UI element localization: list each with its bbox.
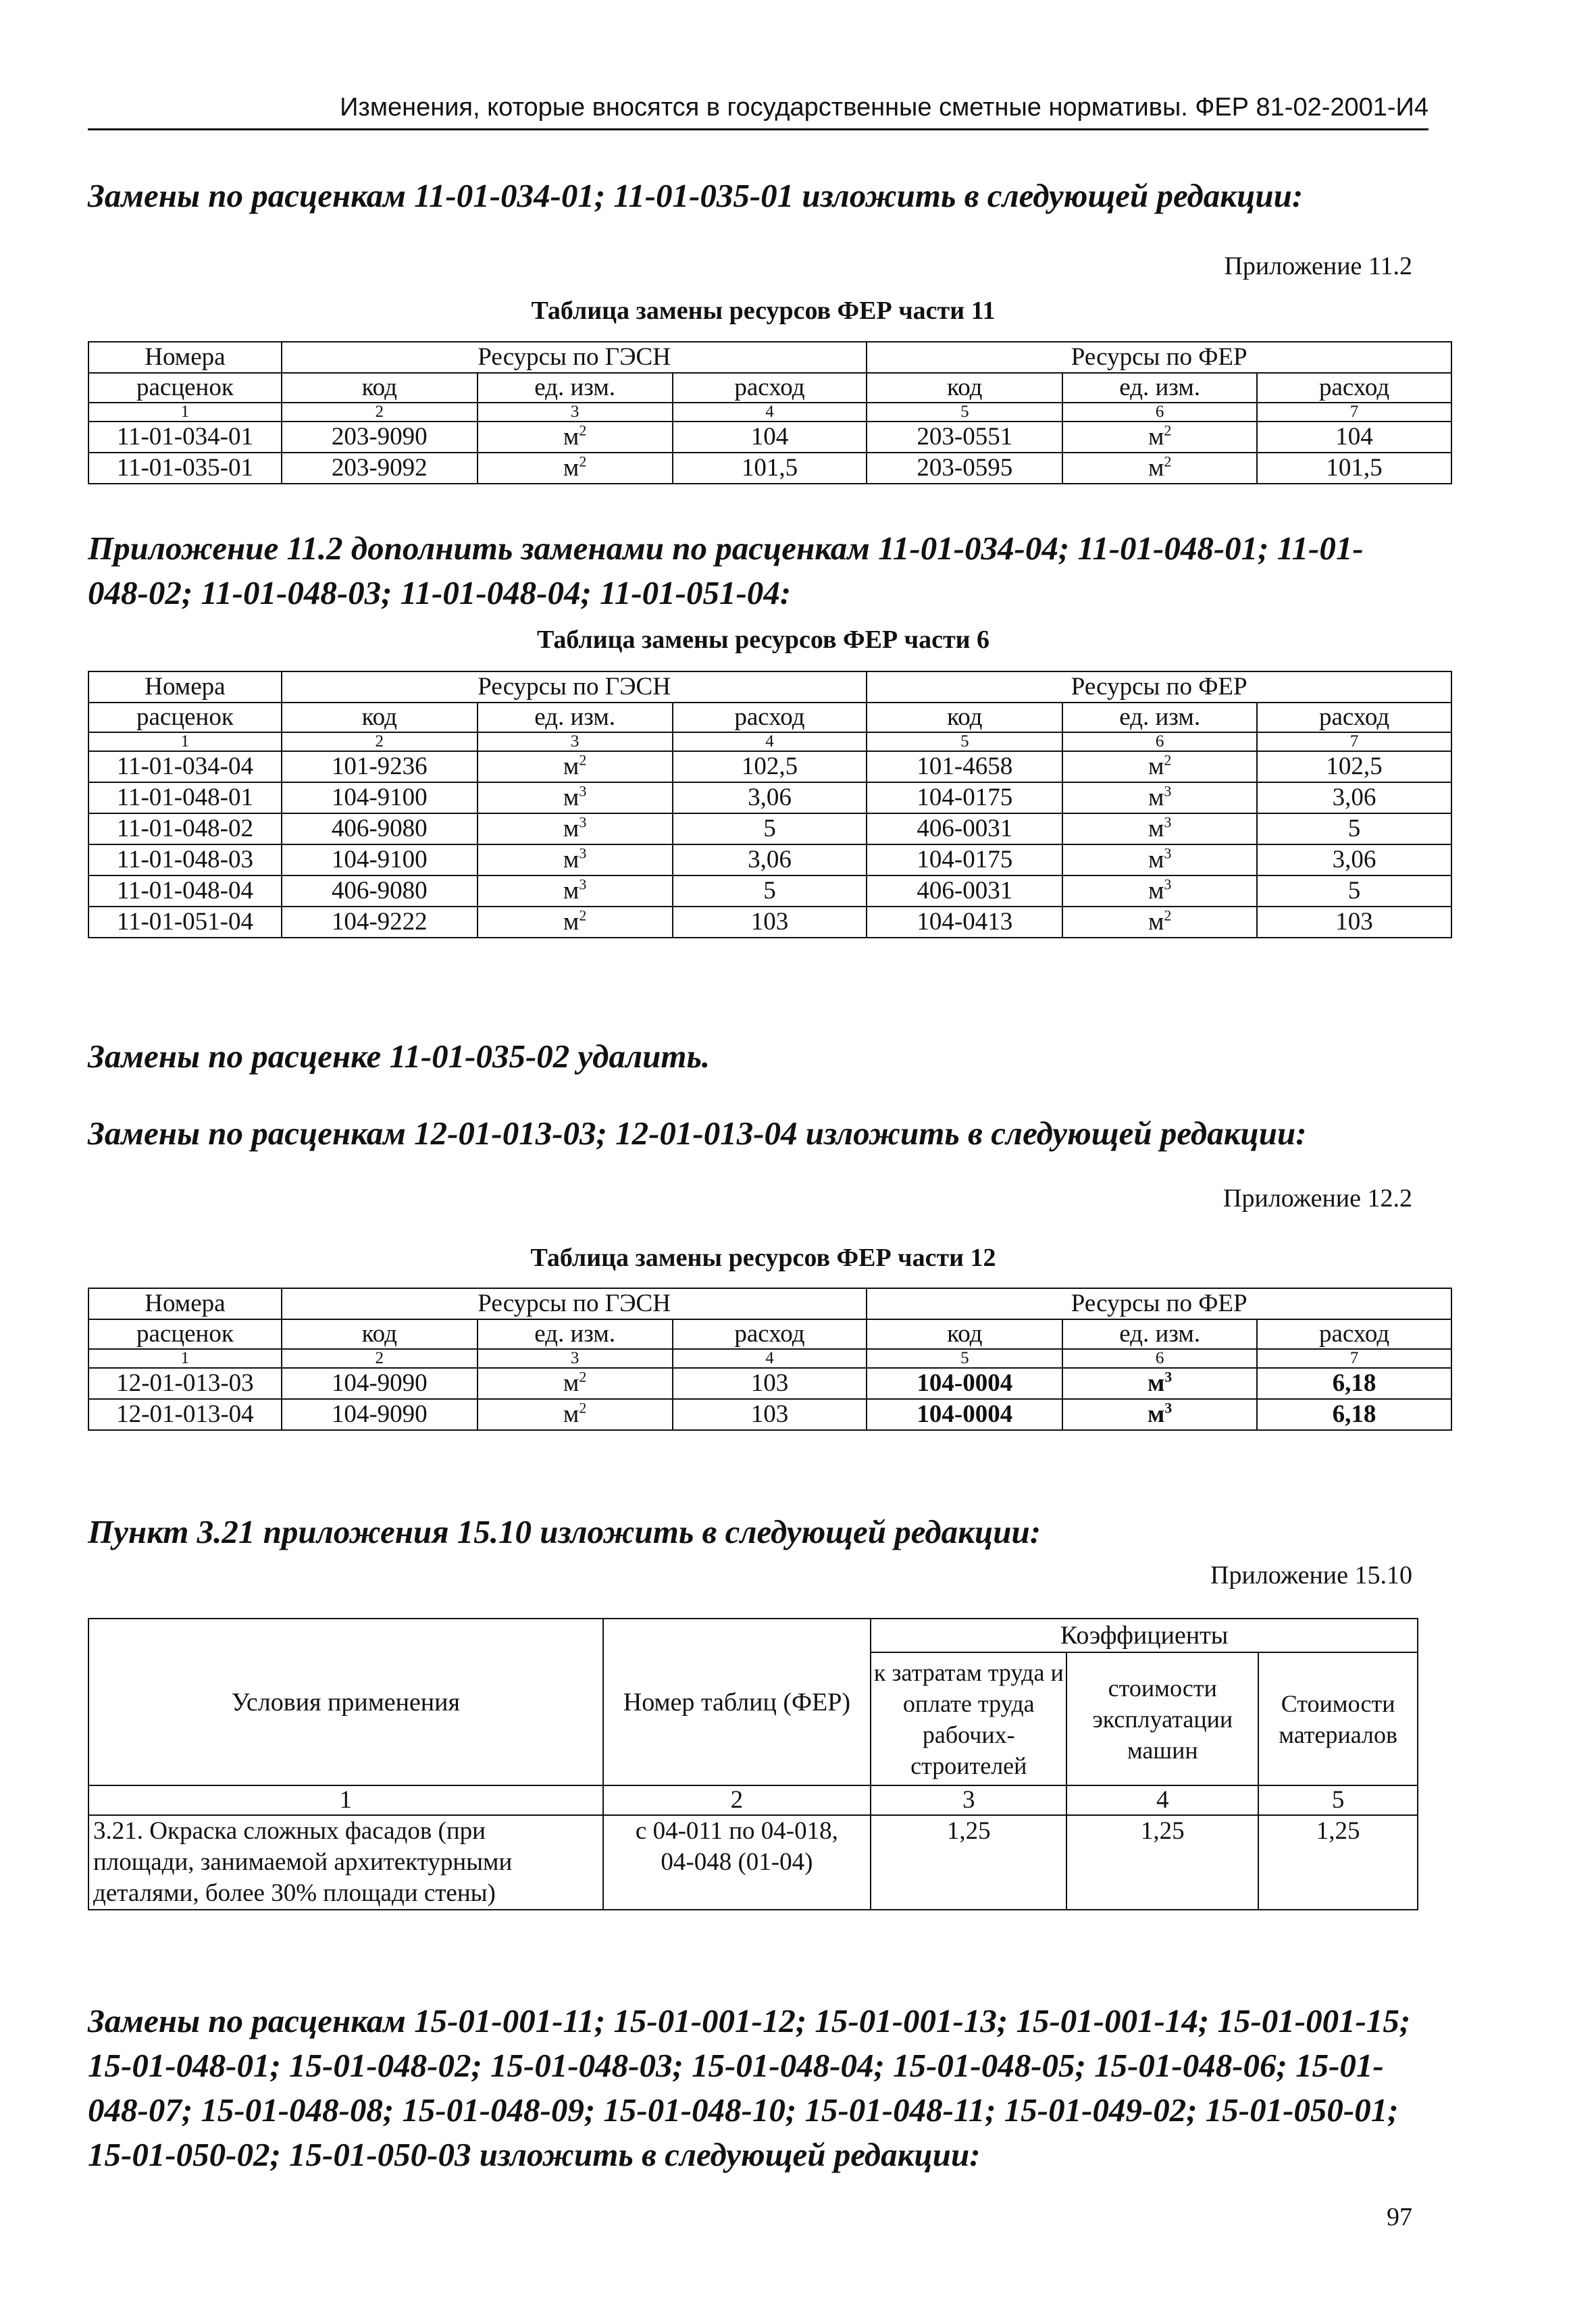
unit-text: м (563, 1400, 580, 1428)
unit-text: м (563, 753, 580, 780)
col-number: 2 (282, 732, 478, 751)
unit-exponent: 3 (1164, 813, 1172, 831)
cell-gesn-unit (478, 782, 673, 813)
col-number: 3 (478, 403, 673, 422)
cell-gesn-amount: 5 (673, 813, 867, 844)
col-number: 7 (1257, 732, 1451, 751)
col-materials-line: Стоимости (1281, 1689, 1395, 1717)
col-number: 5 (1258, 1785, 1418, 1815)
cell-gesn-code: 203-9090 (282, 422, 478, 453)
page-number: 97 (1387, 2203, 1412, 2231)
cell-fer-amount: 103 (1257, 907, 1451, 938)
cell-rate-number: 12-01-013-04 (88, 1399, 282, 1430)
cell-fer-amount: 102,5 (1257, 751, 1451, 782)
col-machines-line: стоимости (1108, 1674, 1217, 1702)
cell-fer-code: 104-0175 (867, 782, 1062, 813)
col-kod: код (867, 1319, 1062, 1349)
col-fer: Ресурсы по ФЕР (867, 1288, 1451, 1319)
col-number: 4 (673, 1349, 867, 1368)
col-rashod: расход (1257, 1319, 1451, 1349)
cell-rate-number: 11-01-048-04 (88, 875, 282, 907)
section2-caption: Таблица замены ресурсов ФЕР части 6 (536, 626, 990, 654)
col-rashod: расход (673, 1319, 867, 1349)
col-table-numbers: Номер таблиц (ФЕР) (603, 1619, 871, 1785)
col-ed: ед. изм. (1062, 1319, 1257, 1349)
table-row (88, 422, 1451, 453)
table-row (88, 813, 1451, 844)
cell-rate-number: 11-01-048-03 (88, 844, 282, 875)
unit-exponent: 2 (1164, 422, 1172, 439)
unit-exponent: 2 (579, 751, 587, 769)
unit-exponent: 2 (1164, 907, 1172, 924)
section1-appendix: Приложение 11.2 (1224, 252, 1412, 280)
cell-gesn-amount: 5 (673, 875, 867, 907)
unit-exponent: 3 (579, 844, 587, 862)
col-number: 1 (88, 403, 282, 422)
row-coef-labor: 1,25 (871, 1815, 1066, 1910)
cell-gesn-unit (478, 1368, 673, 1399)
cell-gesn-unit (478, 907, 673, 938)
unit-text: м (563, 784, 580, 811)
cell-fer-amount: 104 (1257, 422, 1451, 453)
col-labor-line: рабочих- (922, 1721, 1015, 1748)
cell-fer-code: 406-0031 (867, 813, 1062, 844)
col-number: 3 (478, 732, 673, 751)
row-table-numbers (603, 1815, 871, 1910)
col-number: 7 (1257, 403, 1451, 422)
cell-fer-unit (1062, 453, 1257, 484)
col-nomera: Номера (88, 1288, 282, 1319)
col-ed: ед. изм. (478, 1319, 673, 1349)
cell-gesn-unit (478, 422, 673, 453)
col-number: 1 (88, 1349, 282, 1368)
col-number: 4 (1066, 1785, 1258, 1815)
cell-fer-code: 203-0595 (867, 453, 1062, 484)
table-body (88, 751, 1451, 938)
col-rascenok: расценок (88, 1319, 282, 1349)
cell-fer-amount: 5 (1257, 813, 1451, 844)
cell-rate-number: 11-01-034-01 (88, 422, 282, 453)
col-kod: код (282, 373, 478, 403)
unit-text: м (1148, 877, 1164, 905)
unit-exponent: 2 (579, 907, 587, 924)
table-row (88, 907, 1451, 938)
section2-heading-line2: 048-02; 11-01-048-03; 11-01-048-04; 11-01-051-04: (88, 574, 792, 611)
unit-exponent: 2 (579, 422, 587, 439)
col-gesn: Ресурсы по ГЭСН (282, 342, 867, 373)
cell-gesn-unit (478, 875, 673, 907)
cell-rate-number: 11-01-034-04 (88, 751, 282, 782)
col-machines-line: эксплуатации (1092, 1705, 1233, 1733)
unit-exponent: 3 (1164, 875, 1172, 893)
col-number: 6 (1062, 1349, 1257, 1368)
cell-gesn-code: 203-9092 (282, 453, 478, 484)
cell-gesn-unit (478, 453, 673, 484)
cell-fer-amount: 3,06 (1257, 844, 1451, 875)
section2-heading-line1: Приложение 11.2 дополнить заменами по расценкам 11-01-034-04; 11-01-048-01; 11-01- (88, 530, 1364, 567)
row-conditions (88, 1815, 603, 1910)
col-kod: код (867, 703, 1062, 732)
unit-text: м (563, 877, 580, 905)
cell-fer-code: 101-4658 (867, 751, 1062, 782)
unit-text: м (1148, 454, 1164, 482)
cell-gesn-unit (478, 1399, 673, 1430)
unit-exponent: 3 (1164, 844, 1172, 862)
unit-exponent: 2 (579, 453, 587, 470)
table-row (88, 1399, 1451, 1430)
col-number: 2 (282, 1349, 478, 1368)
col-nomera: Номера (88, 342, 282, 373)
cell-rate-number: 11-01-048-01 (88, 782, 282, 813)
section4-heading: Замены по расценкам 12-01-013-03; 12-01-013-04 изложить в следующей редакции: (88, 1115, 1307, 1152)
cell-fer-code: 104-0004 (867, 1368, 1062, 1399)
row-table-numbers-line: 04-048 (01-04) (661, 1848, 813, 1876)
col-machines-line: машин (1127, 1736, 1198, 1764)
col-number: 5 (867, 732, 1062, 751)
col-fer: Ресурсы по ФЕР (867, 671, 1451, 703)
cell-fer-code: 104-0413 (867, 907, 1062, 938)
col-kod: код (282, 703, 478, 732)
cell-rate-number: 11-01-035-01 (88, 453, 282, 484)
row-conditions-line: 3.21. Окраска сложных фасадов (при (93, 1817, 486, 1845)
col-labor-line: к затратам труда и (873, 1658, 1064, 1686)
cell-gesn-code: 406-9080 (282, 875, 478, 907)
col-ed: ед. изм. (1062, 373, 1257, 403)
section6-line3: 048-07; 15-01-048-08; 15-01-048-09; 15-01-048-10; 15-01-048-11; 15-01-049-02; 15-01-050-01; (88, 2091, 1399, 2129)
col-rascenok: расценок (88, 703, 282, 732)
row-table-numbers-line: с 04-011 по 04-018, (635, 1817, 838, 1845)
cell-gesn-code: 104-9222 (282, 907, 478, 938)
unit-text: м (563, 815, 580, 842)
col-rashod: расход (673, 703, 867, 732)
col-coefficients: Коэффициенты (871, 1619, 1418, 1652)
cell-fer-unit (1062, 844, 1257, 875)
col-materials-line: материалов (1279, 1721, 1398, 1748)
section4-caption: Таблица замены ресурсов ФЕР части 12 (530, 1244, 996, 1272)
unit-text: м (563, 423, 580, 451)
col-ed: ед. изм. (478, 703, 673, 732)
col-materials (1258, 1652, 1418, 1785)
cell-gesn-amount: 104 (673, 422, 867, 453)
cell-gesn-code: 104-9100 (282, 844, 478, 875)
unit-text: м (1148, 423, 1164, 451)
table-row (88, 751, 1451, 782)
cell-fer-amount: 5 (1257, 875, 1451, 907)
section1-caption: Таблица замены ресурсов ФЕР части 11 (531, 297, 996, 325)
col-fer: Ресурсы по ФЕР (867, 342, 1451, 373)
section1-heading: Замены по расценкам 11-01-034-01; 11-01-035-01 изложить в следующей редакции: (88, 177, 1304, 214)
unit-text: м (563, 908, 580, 936)
unit-exponent: 2 (579, 1368, 587, 1386)
cell-fer-code: 104-0004 (867, 1399, 1062, 1430)
cell-gesn-code: 104-9100 (282, 782, 478, 813)
row-coef-machines: 1,25 (1066, 1815, 1258, 1910)
table-part-11 (88, 341, 1452, 484)
col-gesn: Ресурсы по ГЭСН (282, 1288, 867, 1319)
col-number: 4 (673, 403, 867, 422)
cell-gesn-unit (478, 844, 673, 875)
col-rashod: расход (673, 373, 867, 403)
cell-fer-unit (1062, 422, 1257, 453)
unit-exponent: 3 (579, 875, 587, 893)
unit-text: м (1148, 784, 1164, 811)
col-ed: ед. изм. (478, 373, 673, 403)
section4-appendix: Приложение 12.2 (1223, 1184, 1412, 1213)
table-row (88, 1368, 1451, 1399)
cell-gesn-amount: 3,06 (673, 844, 867, 875)
unit-exponent: 3 (579, 813, 587, 831)
cell-fer-unit (1062, 813, 1257, 844)
col-number: 1 (88, 1785, 603, 1815)
col-number: 2 (603, 1785, 871, 1815)
unit-exponent: 3 (1164, 1368, 1173, 1386)
col-number: 4 (673, 732, 867, 751)
table-row (88, 782, 1451, 813)
col-number: 3 (478, 1349, 673, 1368)
cell-fer-unit (1062, 1368, 1257, 1399)
unit-text: м (1148, 815, 1164, 842)
col-conditions: Условия применения (88, 1619, 603, 1785)
unit-text: м (563, 454, 580, 482)
section6-line2: 15-01-048-01; 15-01-048-02; 15-01-048-03; 15-01-048-04; 15-01-048-05; 15-01-048-06; 15-01- (88, 2047, 1384, 2084)
table-body (88, 422, 1451, 484)
unit-text: м (1148, 1369, 1165, 1397)
cell-gesn-unit (478, 751, 673, 782)
cell-gesn-amount: 102,5 (673, 751, 867, 782)
cell-rate-number: 11-01-048-02 (88, 813, 282, 844)
table-row (88, 844, 1451, 875)
cell-gesn-amount: 103 (673, 1368, 867, 1399)
section6-line4: 15-01-050-02; 15-01-050-03 изложить в следующей редакции: (88, 2136, 981, 2173)
cell-fer-amount: 6,18 (1257, 1368, 1451, 1399)
table-part-6 (88, 671, 1452, 938)
cell-fer-unit (1062, 751, 1257, 782)
col-ed: ед. изм. (1062, 703, 1257, 732)
unit-text: м (1148, 908, 1164, 936)
section6-line1: Замены по расценкам 15-01-001-11; 15-01-001-12; 15-01-001-13; 15-01-001-14; 15-01-001-15; (88, 2002, 1411, 2039)
unit-exponent: 2 (1164, 453, 1172, 470)
cell-gesn-amount: 3,06 (673, 782, 867, 813)
cell-gesn-code: 104-9090 (282, 1399, 478, 1430)
cell-gesn-code: 406-9080 (282, 813, 478, 844)
col-rascenok: расценок (88, 373, 282, 403)
col-machines (1066, 1652, 1258, 1785)
cell-gesn-amount: 101,5 (673, 453, 867, 484)
cell-fer-unit (1062, 875, 1257, 907)
table-coefficients (88, 1618, 1418, 1910)
unit-text: м (563, 846, 580, 873)
cell-fer-code: 104-0175 (867, 844, 1062, 875)
table-body (88, 1368, 1451, 1430)
cell-gesn-unit (478, 813, 673, 844)
section5-heading: Пункт 3.21 приложения 15.10 изложить в следующей редакции: (88, 1513, 1041, 1550)
cell-gesn-code: 104-9090 (282, 1368, 478, 1399)
col-gesn: Ресурсы по ГЭСН (282, 671, 867, 703)
col-labor-line: строителей (910, 1752, 1027, 1779)
col-labor (871, 1652, 1066, 1785)
cell-fer-amount: 101,5 (1257, 453, 1451, 484)
col-number: 3 (871, 1785, 1066, 1815)
cell-fer-code: 406-0031 (867, 875, 1062, 907)
unit-text: м (1148, 753, 1164, 780)
col-number: 1 (88, 732, 282, 751)
table-row (88, 453, 1451, 484)
page-header: Изменения, которые вносятся в государственные сметные нормативы. ФЕР 81-02-2001-И4 (340, 93, 1428, 122)
col-number: 2 (282, 403, 478, 422)
row-conditions-line: площади, занимаемой архитектурными (93, 1848, 513, 1876)
col-number: 5 (867, 403, 1062, 422)
col-number: 5 (867, 1349, 1062, 1368)
col-labor-line: оплате труда (902, 1689, 1035, 1717)
unit-text: м (1148, 1400, 1165, 1428)
unit-text: м (563, 1369, 580, 1397)
row-conditions-line: деталями, более 30% площади стены) (93, 1879, 496, 1907)
cell-gesn-amount: 103 (673, 1399, 867, 1430)
col-number: 6 (1062, 403, 1257, 422)
cell-gesn-amount: 103 (673, 907, 867, 938)
table-part-12 (88, 1288, 1452, 1431)
cell-fer-unit (1062, 907, 1257, 938)
cell-fer-code: 203-0551 (867, 422, 1062, 453)
unit-text: м (1148, 846, 1164, 873)
col-number: 7 (1257, 1349, 1451, 1368)
cell-fer-unit (1062, 1399, 1257, 1430)
unit-exponent: 3 (579, 782, 587, 800)
col-kod: код (867, 373, 1062, 403)
header-rule (88, 128, 1428, 130)
table-row (88, 875, 1451, 907)
col-nomera: Номера (88, 671, 282, 703)
section5-appendix: Приложение 15.10 (1210, 1561, 1412, 1590)
cell-fer-amount: 6,18 (1257, 1399, 1451, 1430)
cell-fer-amount: 3,06 (1257, 782, 1451, 813)
unit-exponent: 2 (1164, 751, 1172, 769)
col-rashod: расход (1257, 373, 1451, 403)
cell-fer-unit (1062, 782, 1257, 813)
cell-rate-number: 12-01-013-03 (88, 1368, 282, 1399)
unit-exponent: 3 (1164, 1399, 1173, 1417)
section3-heading: Замены по расценке 11-01-035-02 удалить. (88, 1038, 711, 1075)
col-rashod: расход (1257, 703, 1451, 732)
unit-exponent: 3 (1164, 782, 1172, 800)
cell-rate-number: 11-01-051-04 (88, 907, 282, 938)
cell-gesn-code: 101-9236 (282, 751, 478, 782)
col-number: 6 (1062, 732, 1257, 751)
unit-exponent: 2 (579, 1399, 587, 1417)
col-kod: код (282, 1319, 478, 1349)
row-coef-materials: 1,25 (1258, 1815, 1418, 1910)
